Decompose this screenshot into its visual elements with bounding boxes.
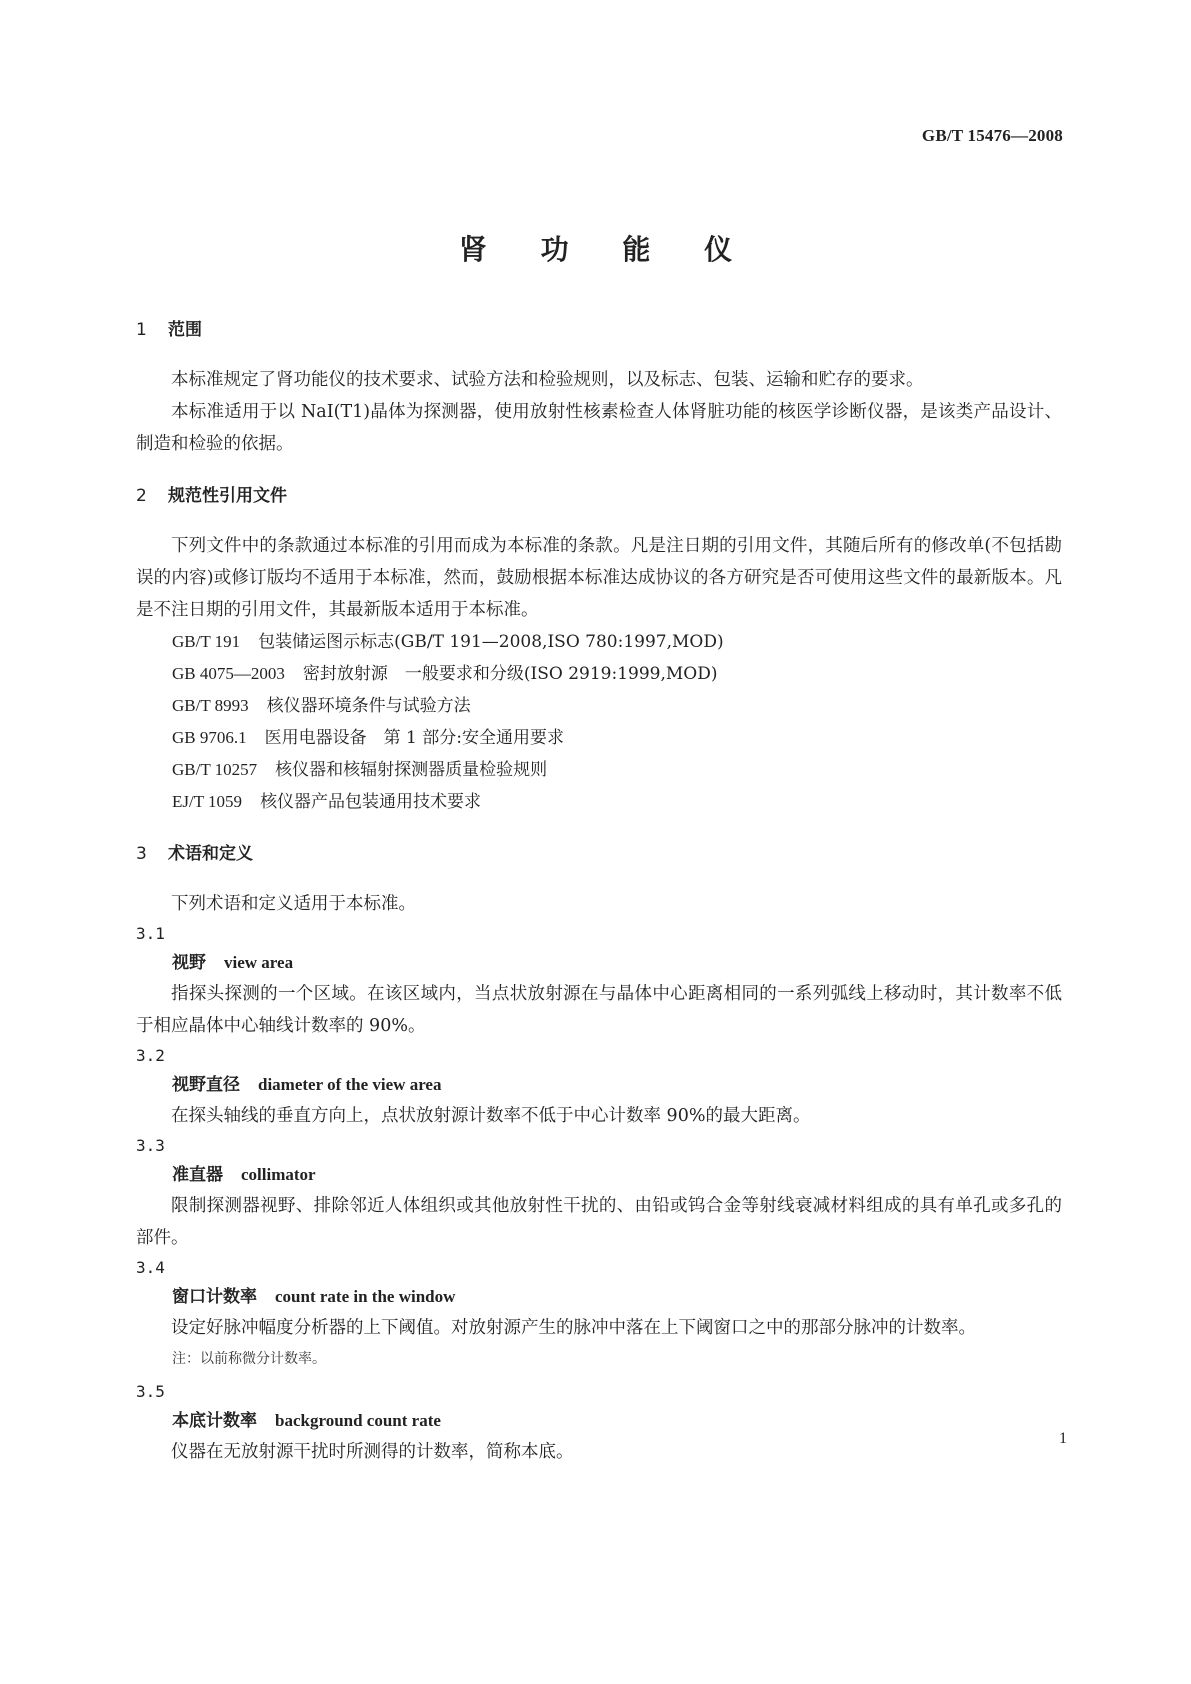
- term-zh: 视野: [172, 953, 206, 973]
- reference-code: GB/T 10257: [172, 760, 258, 779]
- section-title: 规范性引用文件: [168, 486, 287, 506]
- term-en: collimator: [241, 1165, 316, 1184]
- term-3-2: [136, 1042, 1062, 1132]
- term-number: 3.4: [136, 1258, 165, 1277]
- term-en: background count rate: [275, 1411, 441, 1430]
- section-3: [136, 844, 1062, 1468]
- term-definition: 设定好脉冲幅度分析器的上下阈值。对放射源产生的脉冲中落在上下阈窗口之中的那部分脉冲的计数率。: [171, 1318, 976, 1338]
- term-heading: [136, 1160, 1062, 1190]
- section-heading: [136, 320, 1062, 340]
- term-definition: 限制探测器视野、排除邻近人体组织或其他放射性干扰的、由铅或钨合金等射线衰减材料组成的具有单孔或多孔的部件。: [136, 1196, 1062, 1248]
- term-zh: 准直器: [172, 1165, 223, 1185]
- reference-item: [136, 658, 1062, 690]
- reference-code: EJ/T 1059: [172, 792, 243, 811]
- section-number: 1: [136, 320, 147, 340]
- term-number: 3.1: [136, 924, 165, 943]
- term-3-3: [136, 1132, 1062, 1254]
- paragraph: 下列术语和定义适用于本标准。: [171, 894, 416, 914]
- reference-title: 密封放射源 一般要求和分级(ISO 2919:1999,MOD): [302, 664, 718, 684]
- term-3-1: [136, 920, 1062, 1042]
- section-title: 术语和定义: [168, 844, 253, 864]
- term-number: 3.3: [136, 1136, 165, 1155]
- term-definition: 在探头轴线的垂直方向上，点状放射源计数率不低于中心计数率 90%的最大距离。: [171, 1106, 811, 1126]
- reference-code: GB 4075—2003: [172, 664, 285, 683]
- section-body: [136, 364, 1062, 460]
- paragraph: 下列文件中的条款通过本标准的引用而成为本标准的条款。凡是注日期的引用文件，其随后所有的修改单(不包括勘误的内容)或修订版均不适用于本标准，然而，鼓励根据本标准达成协议的各方研究是否可使用这些文件的最新版本。凡是不注日期的引用文件，其最新版本适用于本标准。: [136, 536, 1062, 620]
- reference-item: [136, 690, 1062, 722]
- reference-item: [136, 722, 1062, 754]
- term-en: diameter of the view area: [258, 1075, 442, 1094]
- section-1: [136, 320, 1062, 460]
- term-heading: [136, 1406, 1062, 1436]
- term-note: 注：以前称微分计数率。: [172, 1351, 326, 1367]
- reference-title: 核仪器环境条件与试验方法: [266, 696, 471, 716]
- section-number: 3: [136, 844, 147, 864]
- section-number: 2: [136, 486, 147, 506]
- section-title: 范围: [168, 320, 202, 340]
- reference-title: 包装储运图示标志(GB/T 191—2008,ISO 780:1997,MOD): [258, 632, 724, 652]
- section-heading: [136, 486, 1062, 506]
- term-zh: 本底计数率: [172, 1411, 257, 1431]
- standard-code: GB/T 15476—2008: [921, 126, 1063, 145]
- term-definition: 指探头探测的一个区域。在该区域内，当点状放射源在与晶体中心距离相同的一系列弧线上移动时，其计数率不低于相应晶体中心轴线计数率的 90%。: [136, 984, 1062, 1036]
- term-3-4: [136, 1254, 1062, 1372]
- term-heading: [136, 948, 1062, 978]
- document-body: [136, 320, 1062, 1468]
- page-number: 1: [1059, 1430, 1067, 1447]
- section-heading: [136, 844, 1062, 864]
- reference-item: [136, 754, 1062, 786]
- reference-title: 医用电器设备 第 1 部分:安全通用要求: [264, 728, 564, 748]
- term-heading: [136, 1282, 1062, 1312]
- paragraph: 本标准适用于以 NaI(T1)晶体为探测器，使用放射性核素检查人体肾脏功能的核医学诊断仪器，是该类产品设计、制造和检验的依据。: [136, 402, 1062, 454]
- paragraph: 本标准规定了肾功能仪的技术要求、试验方法和检验规则，以及标志、包装、运输和贮存的要求。: [171, 370, 924, 390]
- reference-list: [136, 626, 1062, 818]
- term-zh: 窗口计数率: [172, 1287, 257, 1307]
- reference-code: GB/T 191: [172, 632, 241, 651]
- reference-item: [136, 626, 1062, 658]
- term-en: view area: [224, 953, 294, 972]
- reference-title: 核仪器产品包装通用技术要求: [260, 792, 482, 812]
- section-2: [136, 486, 1062, 818]
- reference-code: GB 9706.1: [172, 728, 247, 747]
- term-number: 3.2: [136, 1046, 165, 1065]
- term-heading: [136, 1070, 1062, 1100]
- term-definition: 仪器在无放射源干扰时所测得的计数率，简称本底。: [171, 1442, 574, 1462]
- document-title: 肾 功 能 仪: [458, 233, 755, 266]
- reference-code: GB/T 8993: [172, 696, 249, 715]
- term-number: 3.5: [136, 1382, 165, 1401]
- term-zh: 视野直径: [172, 1075, 240, 1095]
- reference-item: [136, 786, 1062, 818]
- term-en: count rate in the window: [275, 1287, 456, 1306]
- reference-title: 核仪器和核辐射探测器质量检验规则: [275, 760, 548, 780]
- term-3-5: [136, 1378, 1062, 1468]
